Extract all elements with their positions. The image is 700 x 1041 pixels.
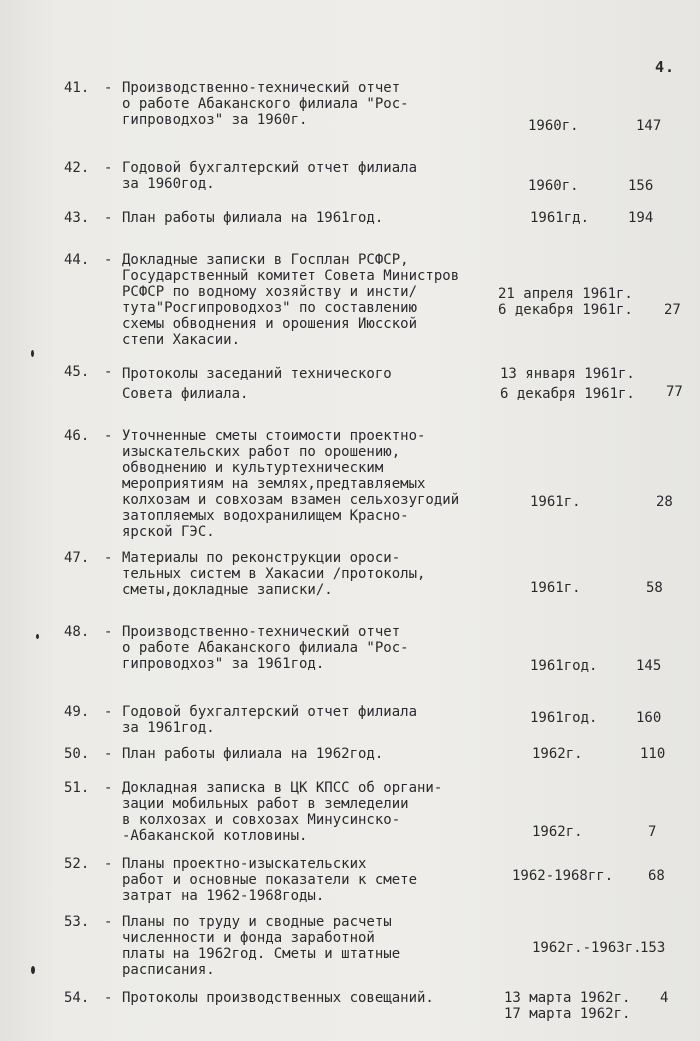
entry-title: Материалы по реконструкции ороси- тельных систем в Хакасии /протоколы, сметы,докладные записки/. (122, 550, 426, 598)
entry-date: 21 апреля 1961г. 6 декабря 1961г. (498, 286, 633, 318)
entry-date: 1962-1968гг. (512, 868, 614, 884)
entry-sheet-count: 7 (648, 824, 657, 840)
ink-mark (31, 966, 35, 974)
entry-dash: - (104, 624, 113, 640)
entry-title: План работы филиала на 1962год. (122, 746, 384, 762)
entry-date: 1962г.-1963г. (532, 940, 642, 956)
entry-sheet-count: 145 (636, 658, 662, 674)
entry-number: 42. (64, 160, 90, 176)
entry-sheet-count: 147 (636, 118, 662, 134)
entry-number: 47. (64, 550, 90, 566)
entry-number: 52. (64, 856, 90, 872)
entry-sheet-count: 68 (648, 868, 665, 884)
entry-date: 13 января 1961г. 6 декабря 1961г. (500, 366, 635, 402)
entry-title: Планы по труду и сводные расчеты численности и фонда заработной платы на 1962год. Сметы и штатные расписания. (122, 914, 401, 978)
entry-number: 44. (64, 252, 90, 268)
entry-title: Производственно-технический отчет о работе Абаканского филиала "Рос- гипроводхоз" за 1960г. (122, 80, 409, 128)
entry-dash: - (104, 210, 113, 226)
entry-date: 1961г. (530, 580, 581, 596)
entry-sheet-count: 58 (646, 580, 663, 596)
entry-sheet-count: 156 (628, 178, 654, 194)
entry-sheet-count: 160 (636, 710, 662, 726)
entry-sheet-count: 194 (628, 210, 654, 226)
entry-dash: - (104, 990, 113, 1006)
entry-number: 45. (64, 364, 90, 380)
entry-number: 46. (64, 428, 90, 444)
entry-dash: - (104, 914, 113, 930)
entry-sheet-count: 28 (656, 494, 673, 510)
ink-mark (31, 350, 34, 357)
entry-number: 49. (64, 704, 90, 720)
entry-title: Планы проектно-изыскательских работ и основные показатели к смете затрат на 1962-1968годы. (122, 856, 418, 904)
entry-title: Уточненные сметы стоимости проектно- изыскательских работ по орошению, обводнению и культуртехническим мероприятиям на землях,предтавляемых колхозам и совхозам взамен сельхозугодий затопляемых водохранилищем Красно- ярской ГЭС. (122, 428, 460, 540)
entry-dash: - (104, 550, 113, 566)
entry-dash: - (104, 428, 113, 444)
entry-number: 41. (64, 80, 90, 96)
entry-title: Годовой бухгалтерский отчет филиала за 1960год. (122, 160, 418, 192)
entry-date: 1962г. (532, 746, 583, 762)
entry-number: 53. (64, 914, 90, 930)
entry-dash: - (104, 160, 113, 176)
entry-number: 43. (64, 210, 90, 226)
entry-title: План работы филиала на 1961год. (122, 210, 384, 226)
entry-dash: - (104, 746, 113, 762)
entry-date: 1961гд. (530, 210, 590, 226)
entry-dash: - (104, 780, 113, 796)
entry-title: Протоколы заседаний технического Совета филиала. (122, 366, 392, 402)
entry-number: 50. (64, 746, 90, 762)
entry-sheet-count: 4 (660, 990, 669, 1006)
entry-dash: - (104, 252, 113, 268)
entry-title: Протоколы производственных совещаний. (122, 990, 434, 1006)
entry-title: Производственно-технический отчет о работе Абаканского филиала "Рос- гипроводхоз" за 1961год. (122, 624, 409, 672)
entry-sheet-count: 27 (664, 302, 681, 318)
entry-dash: - (104, 704, 113, 720)
entry-sheet-count: 77 (666, 384, 683, 400)
entry-sheet-count: 153 (640, 940, 666, 956)
entry-number: 54. (64, 990, 90, 1006)
entry-date: 1962г. (532, 824, 583, 840)
entry-dash: - (104, 80, 113, 96)
entry-dash: - (104, 856, 113, 872)
entry-date: 13 марта 1962г. 17 марта 1962г. (504, 990, 631, 1022)
entry-number: 48. (64, 624, 90, 640)
entry-dash: - (104, 364, 113, 380)
ink-mark (36, 634, 39, 639)
entry-title: Докладная записка в ЦК КПСС об органи- зации мобильных работ в земледелии в колхозах и совхозах Минусинско- -Абаканской котловины. (122, 780, 443, 844)
entry-title: Годовой бухгалтерский отчет филиала за 1961год. (122, 704, 418, 736)
entry-date: 1960г. (528, 178, 579, 194)
entry-number: 51. (64, 780, 90, 796)
entry-date: 1961г. (530, 494, 581, 510)
entry-date: 1961год. (530, 710, 598, 726)
entry-sheet-count: 110 (640, 746, 666, 762)
entry-date: 1960г. (528, 118, 579, 134)
entry-date: 1961год. (530, 658, 598, 674)
entry-title: Докладные записки в Госплан РСФСР, Государственный комитет Совета Министров РСФСР по водному хозяйству и инсти/ тута"Росгипроводхоз" по составлению схемы обводнения и орошения Июсской степи Хакасии. (122, 252, 460, 348)
page-number: 4. (655, 58, 676, 76)
